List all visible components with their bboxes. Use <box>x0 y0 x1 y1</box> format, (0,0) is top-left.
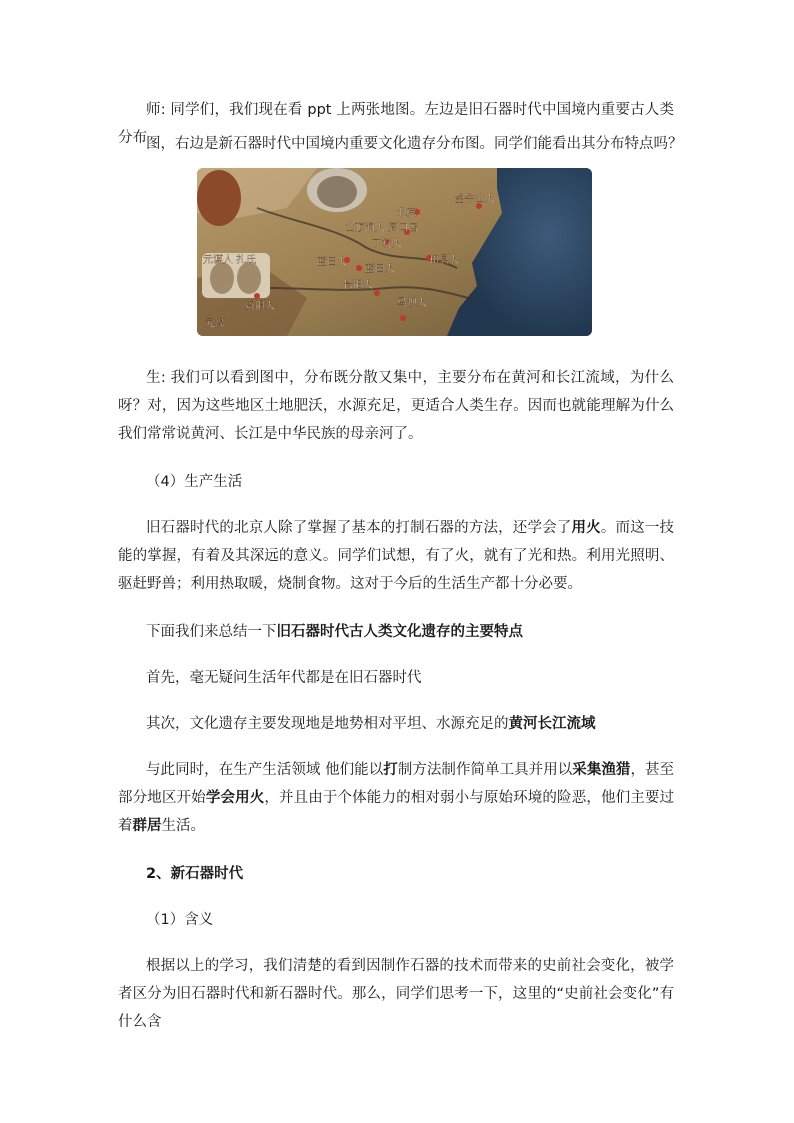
meanwhile-b: 打 <box>383 762 398 778</box>
meanwhile-d: 采集渔猎 <box>572 762 631 778</box>
map-label-lantian-a: 蓝田人 <box>317 257 347 268</box>
summary-text-a: 下面我们来总结一下 <box>146 624 277 640</box>
student-answer: 生: 我们可以看到图中，分布既分散又集中，主要分布在黄河和长江流域，为什么呀？对，因为这些地区土地肥沃，水源充足，更适合人类生存。因而也就能理解为什么我们常常说黄河、长江是中华民族的母亲河了。 <box>118 370 674 442</box>
map-label-lantian-b: 蓝田人 <box>365 264 395 275</box>
map-label-maba: 马坝人 <box>397 298 427 309</box>
fire-text-c: 。而这一技能的掌握，有着及其深远的意义。同学们试想，有了火，就有了光和热。利用光照明、驱赶野兽；利用热取暖，烧制食物。这对于今后的生活生产都十分必要。 <box>118 520 674 592</box>
fire-keyword: 用火 <box>571 520 601 536</box>
closing-paragraph: 根据以上的学习，我们清楚的看到因制作石器的技术而带来的史前社会变化，被学者区分为旧石器时代和新石器时代。那么，同学们思考一下，这里的“史前社会变化”有什么含 <box>118 958 674 1030</box>
map-label-zhoukoudian: 山顶洞人 周口店 <box>345 223 419 234</box>
second-text-a: 其次，文化遗存主要发现地是地势相对平坦、水源充足的 <box>146 716 509 732</box>
fire-text-a: 旧石器时代的北京人除了掌握了基本的打制石器的方法，还学会了 <box>146 520 572 536</box>
meanwhile-h: 群居 <box>132 818 162 834</box>
paleolithic-distribution-map <box>197 168 592 336</box>
meanwhile-e: ，甚至部分地区开始 <box>118 762 675 806</box>
map-label-yuanmou: 元谋 <box>205 318 225 329</box>
meanwhile-c: 制方法制作简单工具并用以 <box>397 762 573 778</box>
section-heading-neolithic: 2、新石器时代 <box>146 866 244 882</box>
summary-keyword: 旧石器时代古人类文化遗存的主要特点 <box>276 624 523 640</box>
summary-intro <box>118 618 674 646</box>
section-heading-meaning: （1）含义 <box>146 912 214 928</box>
map-label-hexian: 和县人 <box>429 255 459 266</box>
map-label-dingcun: 丁村人 <box>372 239 402 250</box>
map-label-changyang: 长阳人 <box>343 280 373 291</box>
meanwhile-a: 与此同时，在生产生活领域 他们能以 <box>146 762 384 778</box>
second-keyword: 黄河长江流域 <box>508 716 596 732</box>
fire-paragraph <box>118 514 674 598</box>
teacher-question-line-1: 师: 同学们，我们现在看 ppt 上两张地图。左边是旧石器时代中国境内重要古人类分布 <box>118 102 674 146</box>
meanwhile-i: 生活。 <box>161 818 205 834</box>
teacher-question-line-2: 图，右边是新石器时代中国境内重要文化遗存分布图。同学们能看出其分布特点吗？ <box>146 136 683 152</box>
meanwhile-f: 学会用火 <box>205 790 265 806</box>
section-heading-production-life: （4）生产生活 <box>146 474 243 490</box>
meanwhile-g: ，并且由于个体能力的相对弱小与原始环境的险恶，他们主要过着 <box>118 790 675 834</box>
map-label-ziyang: 资阳人 <box>245 301 275 312</box>
summary-second <box>118 710 674 738</box>
map-label-yuanmou-zhashi: 元谋人 扎氏 <box>203 255 257 266</box>
map-label-jinniushan: 金牛山人 <box>455 194 495 205</box>
summary-first: 首先，毫无疑问生活年代都是在旧石器时代 <box>146 670 422 686</box>
map-label-beijing: 北京 <box>397 208 417 219</box>
summary-meanwhile <box>118 756 674 840</box>
